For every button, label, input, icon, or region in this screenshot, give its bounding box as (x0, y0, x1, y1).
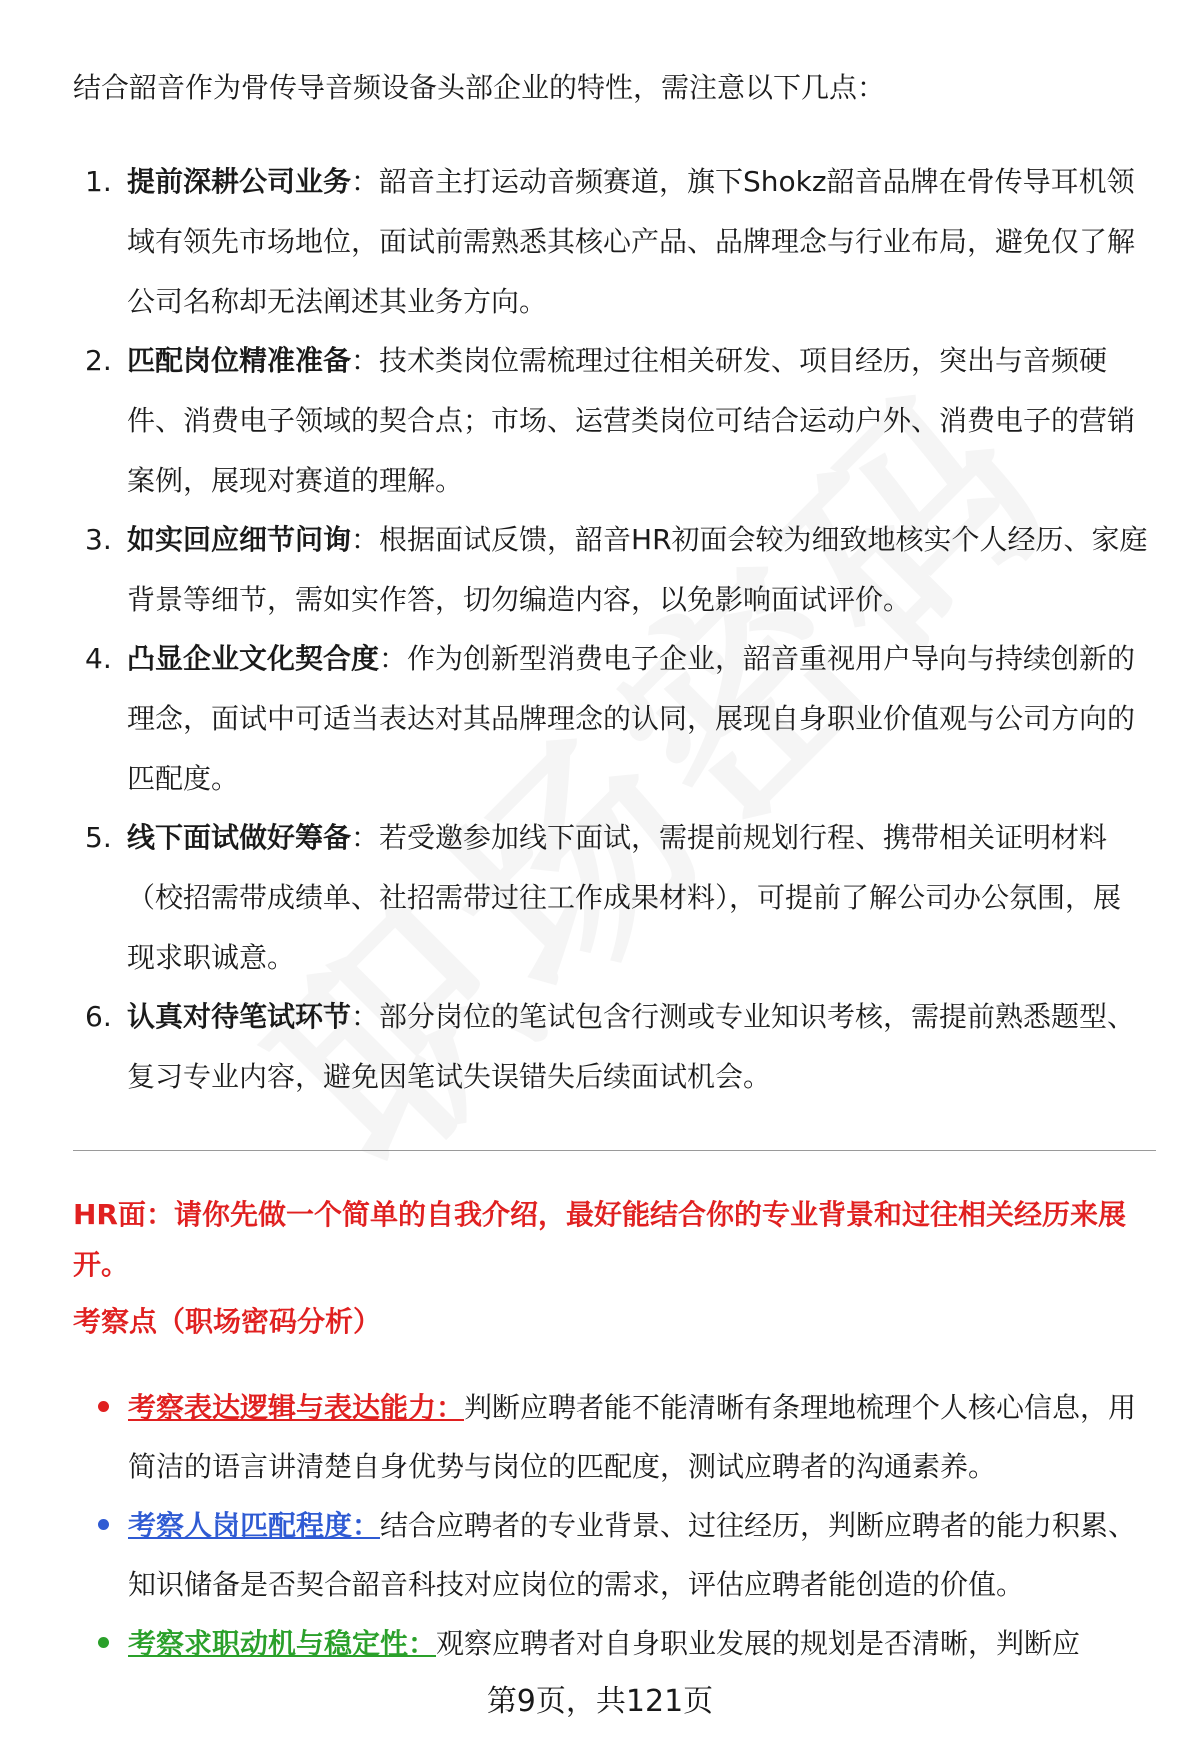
point-item (73, 1378, 1156, 1496)
points-list (73, 1378, 1156, 1673)
point-text: 结合应聘者的专业背景、过往经历，判断应聘者的能力积累、知识储备是否契合韶音科技对应岗位的需求，评估应聘者能创造的价值。 (128, 1509, 1137, 1601)
tip-item (73, 331, 1148, 511)
tip-text: ：韶音主打运动音频赛道，旗下Shokz韶音品牌在骨传导耳机领域有领先市场地位，面试前需熟悉其核心产品、品牌理念与行业布局，避免仅了解公司名称却无法阐述其业务方向。 (127, 165, 1136, 318)
tip-text: ：根据面试反馈，韶音HR初面会较为细致地核实个人经历、家庭背景等细节，需如实作答，切勿编造内容，以免影响面试评价。 (127, 523, 1148, 616)
bullet-icon (98, 1401, 109, 1412)
interview-question: HR面：请你先做一个简单的自我介绍，最好能结合你的专业背景和过往相关经历来展开。 (73, 1198, 1126, 1281)
tip-number: 6. (85, 1000, 112, 1033)
intro-paragraph: 结合韶音作为骨传导音频设备头部企业的特性，需注意以下几点： (73, 71, 886, 104)
point-title: 考察表达逻辑与表达能力： (128, 1391, 465, 1424)
point-item (73, 1614, 1156, 1673)
tip-item (73, 629, 1148, 809)
tip-number: 3. (85, 523, 112, 556)
tip-text: ：若受邀参加线下面试，需提前规划行程、携带相关证明材料（校招需带成绩单、社招需带过往工作成果材料），可提前了解公司办公氛围，展现求职诚意。 (127, 821, 1122, 974)
point-title: 考察人岗匹配程度： (128, 1509, 381, 1542)
tip-title: 认真对待笔试环节 (127, 1000, 352, 1033)
tip-item (73, 987, 1148, 1107)
tip-item (73, 152, 1148, 332)
page-footer: 第9页，共121页 (486, 1684, 714, 1719)
point-item (73, 1496, 1156, 1614)
point-text: 观察应聘者对自身职业发展的规划是否清晰，判断应 (436, 1627, 1081, 1660)
tip-text: ：部分岗位的笔试包含行测或专业知识考核，需提前熟悉题型、复习专业内容，避免因笔试失误错失后续面试机会。 (127, 1000, 1136, 1093)
bullet-icon (98, 1519, 109, 1530)
tip-text: ：作为创新型消费电子企业，韶音重视用户导向与持续创新的理念，面试中可适当表达对其品牌理念的认同，展现自身职业价值观与公司方向的匹配度。 (127, 642, 1136, 795)
section-title: 考察点（职场密码分析） (73, 1305, 382, 1338)
point-text: 判断应聘者能不能清晰有条理地梳理个人核心信息，用简洁的语言讲清楚自身优势与岗位的匹配度，测试应聘者的沟通素养。 (128, 1391, 1137, 1483)
tip-number: 1. (85, 165, 112, 198)
tip-text: ：技术类岗位需梳理过往相关研发、项目经历，突出与音频硬件、消费电子领域的契合点；市场、运营类岗位可结合运动户外、消费电子的营销案例，展现对赛道的理解。 (127, 344, 1136, 497)
tip-item (73, 808, 1148, 988)
tip-title: 如实回应细节问询 (127, 523, 352, 556)
tip-number: 5. (85, 821, 112, 854)
tip-title: 匹配岗位精准准备 (127, 344, 352, 377)
section-divider (73, 1150, 1156, 1151)
tip-title: 凸显企业文化契合度 (127, 642, 380, 675)
tip-number: 4. (85, 642, 112, 675)
tips-list (73, 152, 1148, 1106)
bullet-icon (98, 1637, 109, 1648)
tip-number: 2. (85, 344, 112, 377)
tip-title: 线下面试做好筹备 (127, 821, 352, 854)
tip-item (73, 510, 1148, 630)
point-title: 考察求职动机与稳定性： (128, 1627, 437, 1660)
tip-title: 提前深耕公司业务 (127, 165, 352, 198)
